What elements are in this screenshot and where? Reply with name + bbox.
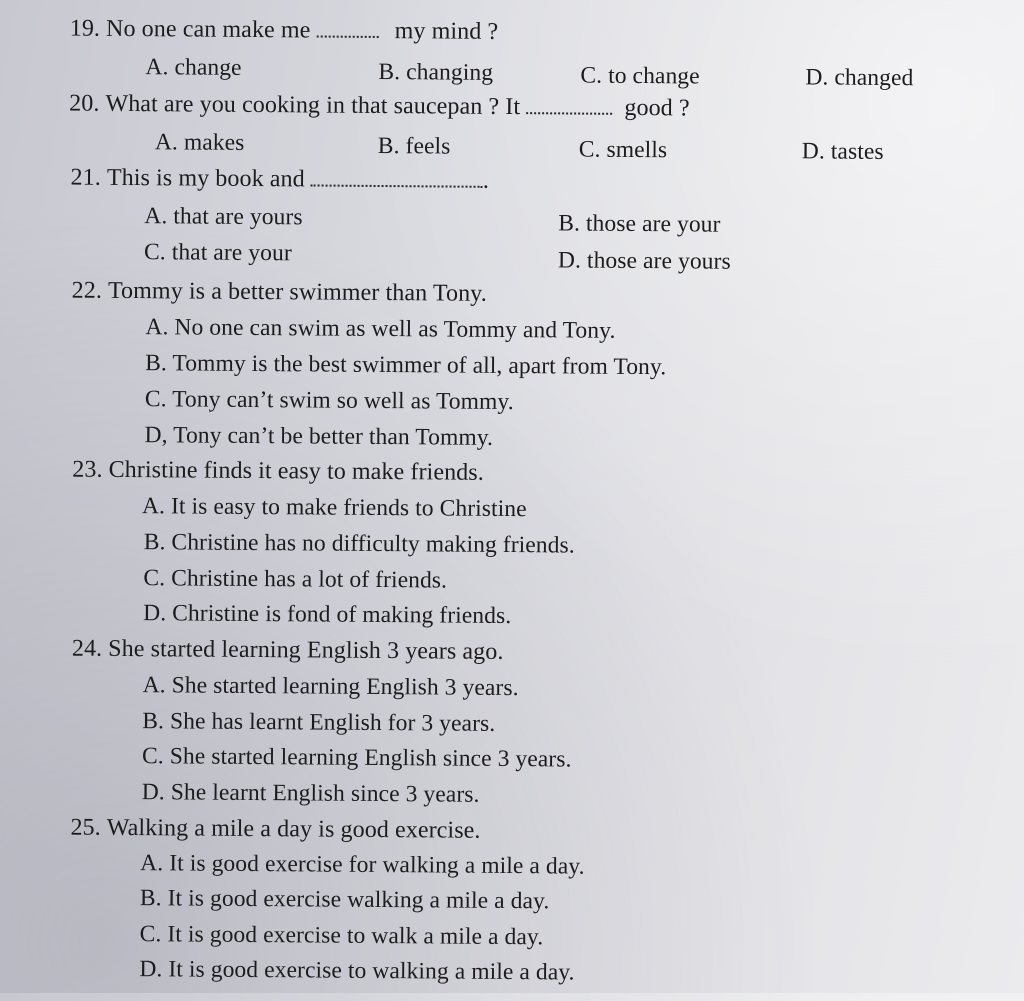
option-b: B. changing (378, 58, 494, 86)
option-d: D. changed (805, 64, 914, 92)
question-24-stem (72, 635, 504, 666)
option-a: A. change (145, 54, 242, 81)
option-b: B. Christine has no difficulty making friends. (143, 529, 575, 559)
stem-text: good ? (624, 94, 690, 122)
stem-text: . (482, 167, 490, 194)
option-c: C. She started learning English since 3 years. (141, 743, 572, 773)
stem-text: Tommy is a better swimmer than Tony. (107, 277, 487, 307)
option-d: D. It is good exercise to walking a mile a day. (139, 956, 575, 986)
option-c: C. Christine has a lot of friends. (143, 565, 448, 594)
question-number: 20. (69, 90, 100, 117)
stem-text: This is my book and (106, 164, 305, 193)
option-b: B. Tommy is the best swimmer of all, apart from Tony. (145, 350, 667, 381)
option-d: D, Tony can’t be better than Tommy. (144, 422, 494, 451)
question-number: 21. (70, 164, 102, 191)
question-number: 23. (72, 456, 103, 483)
option-a: A. It is good exercise for walking a mile a day. (140, 850, 585, 880)
option-a: A. It is easy to make friends to Christine (141, 493, 527, 523)
option-a: A. that are yours (144, 203, 303, 231)
option-c: C. Tony can’t swim so well as Tommy. (144, 386, 514, 416)
question-20-stem (69, 90, 690, 123)
answer-blank (317, 17, 379, 37)
stem-text: Christine finds it easy to make friends. (108, 456, 484, 486)
question-22-stem (72, 277, 487, 308)
question-number: 25. (70, 814, 101, 841)
question-19-stem (70, 15, 499, 46)
option-a: A. She started learning English 3 years. (142, 672, 519, 702)
option-c: C. smells (578, 136, 668, 164)
option-b: B. She has learnt English for 3 years. (142, 708, 496, 737)
option-c: C. that are your (143, 239, 292, 267)
stem-text: What are you cooking in that saucepan ? It (105, 90, 521, 121)
stem-text: She started learning English 3 years ago. (108, 635, 504, 665)
option-c: C. to change (580, 62, 700, 90)
answer-blank (311, 166, 483, 187)
question-25-stem (70, 814, 480, 845)
stem-text: No one can make me (105, 15, 311, 44)
question-number: 24. (71, 635, 103, 662)
question-number: 19. (69, 15, 101, 42)
question-23-stem (72, 456, 484, 487)
option-a: A. makes (154, 129, 245, 156)
option-d: D. Christine is fond of making friends. (143, 600, 512, 630)
option-c: C. It is good exercise to walk a mile a day. (139, 921, 544, 951)
question-21-stem (70, 164, 489, 195)
stem-text: Walking a mile a day is good exercise. (106, 814, 481, 844)
stem-text: my mind ? (394, 18, 499, 45)
answer-blank (526, 94, 612, 115)
question-number: 22. (71, 277, 103, 304)
option-d: D. tastes (801, 138, 884, 165)
option-d: D. She learnt English since 3 years. (141, 779, 480, 808)
option-b: B. feels (377, 132, 451, 160)
option-b: B. those are your (558, 210, 721, 238)
option-b: B. It is good exercise walking a mile a day. (139, 885, 550, 915)
option-a: A. No one can swim as well as Tommy and Tony. (145, 314, 616, 344)
option-d: D. those are yours (557, 247, 731, 275)
